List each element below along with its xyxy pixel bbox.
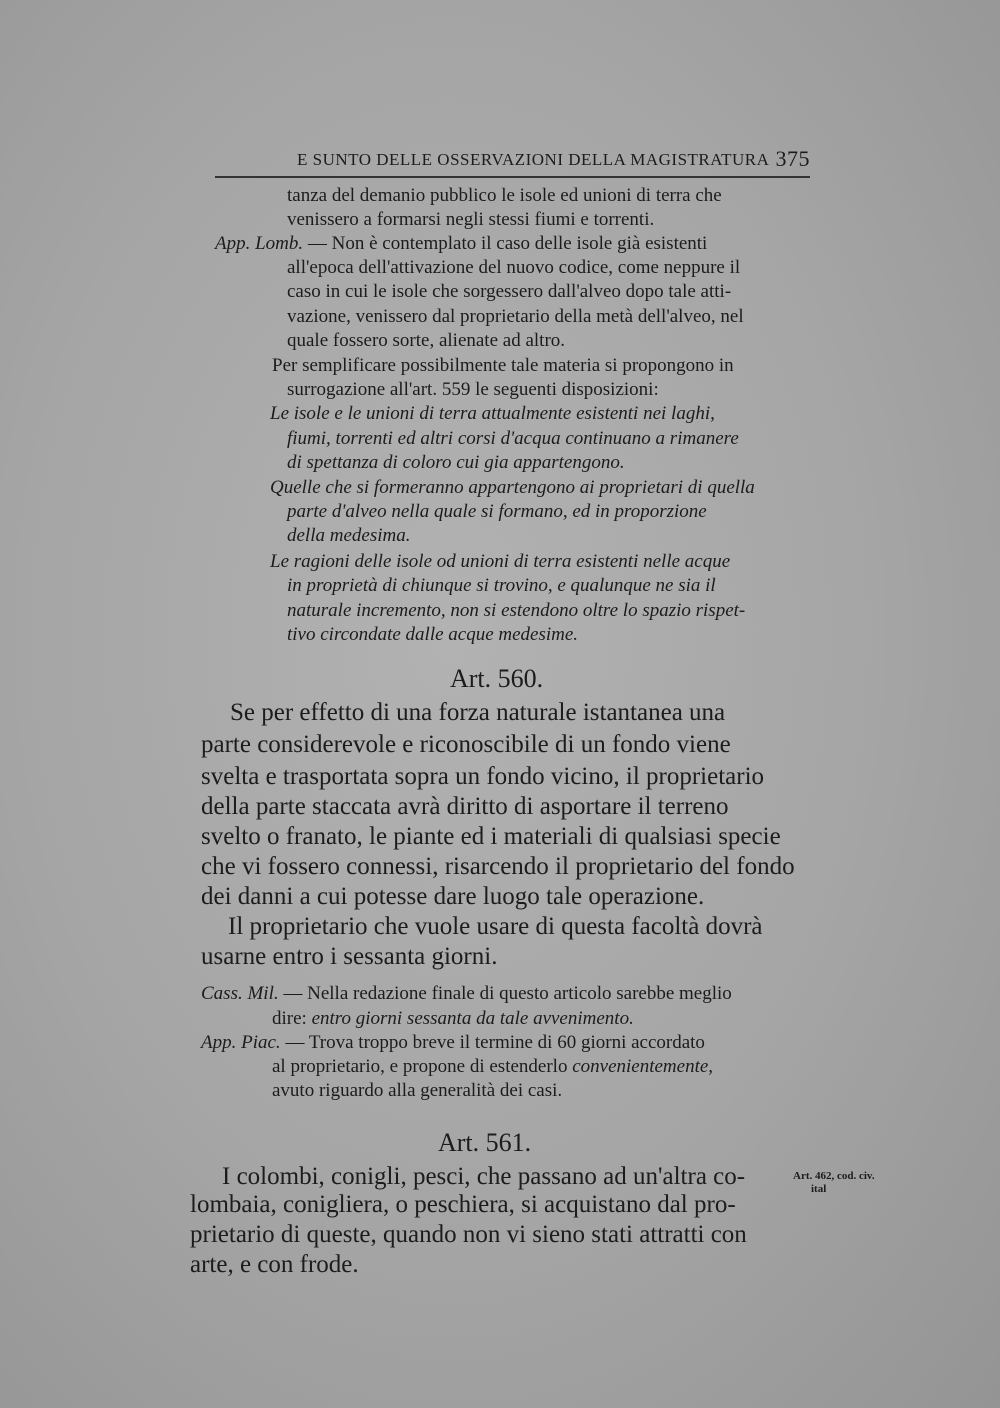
text-line: di spettanza di coloro cui gia appartengono.	[287, 452, 625, 473]
text-line: tivo circondate dalle acque medesime.	[287, 624, 579, 645]
text-line: Quelle che si formeranno appartengono ai proprietari di quella	[270, 477, 755, 498]
note-text: al proprietario, e propone di estenderlo	[272, 1056, 568, 1077]
citation-text: — Non è contemplato il caso delle isole già esistenti	[307, 233, 708, 254]
text-line: della parte staccata avrà diritto di asportare il terreno	[201, 793, 729, 820]
margin-note	[793, 1170, 875, 1196]
text-line: Le ragioni delle isole od unioni di terra esistenti nelle acque	[270, 551, 731, 572]
text-line	[201, 982, 732, 1006]
text-line: svelta e trasportata sopra un fondo vicino, il proprietario	[201, 763, 765, 790]
text-line	[215, 232, 707, 256]
note-italic: entro giorni sessanta da tale avvenimento.	[311, 1008, 634, 1029]
note-text: dire:	[272, 1008, 307, 1029]
text-line: arte, e con frode.	[190, 1251, 359, 1278]
text-line: usarne entro i sessanta giorni.	[201, 943, 498, 970]
citation-label: App. Piac.	[201, 1032, 281, 1053]
text-line: Per semplificare possibilmente tale materia si propongono in	[272, 355, 734, 376]
text-line: Il proprietario che vuole usare di questa facoltà dovrà	[228, 913, 763, 940]
text-line: tanza del demanio pubblico le isole ed unioni di terra che	[287, 185, 722, 206]
text-line: surrogazione all'art. 559 le seguenti disposizioni:	[287, 379, 659, 400]
text-line: naturale incremento, non si estendono oltre lo spazio rispet-	[287, 600, 746, 621]
text-line: della medesima.	[287, 525, 411, 546]
note-italic: convenientemente,	[572, 1056, 714, 1077]
margin-note-line: Art. 462, cod. civ.	[793, 1170, 875, 1182]
text-line: I colombi, conigli, pesci, che passano ad un'altra co-	[222, 1163, 746, 1190]
text-line: in proprietà di chiunque si trovino, e qualunque ne sia il	[287, 575, 716, 596]
article-heading-561: Art. 561.	[438, 1128, 532, 1157]
text-line: prietario di queste, quando non vi sieno stati attratti con	[190, 1221, 747, 1248]
running-header	[215, 146, 810, 178]
text-line	[272, 1055, 713, 1079]
text-line: Le isole e le unioni di terra attualmente esistenti nei laghi,	[270, 403, 715, 424]
text-line: parte d'alveo nella quale si formano, ed in proporzione	[287, 501, 707, 522]
margin-note-line: ital	[811, 1183, 827, 1195]
text-line: vazione, venissero dal proprietario della metà dell'alveo, nel	[287, 306, 744, 327]
text-line: che vi fossero connessi, risarcendo il proprietario del fondo	[201, 853, 795, 880]
text-line: parte considerevole e riconoscibile di un fondo viene	[201, 731, 731, 758]
text-line	[272, 1007, 634, 1031]
citation-label: App. Lomb.	[215, 233, 304, 254]
text-line	[201, 1031, 705, 1055]
text-line: svelto o franato, le piante ed i materiali di qualsiasi specie	[201, 823, 781, 850]
text-line: avuto riguardo alla generalità dei casi.	[272, 1080, 563, 1101]
citation-text: — Nella redazione finale di questo articolo sarebbe meglio	[283, 983, 732, 1004]
text-line: all'epoca dell'attivazione del nuovo codice, come neppure il	[287, 257, 741, 278]
text-line: dei danni a cui potesse dare luogo tale operazione.	[201, 883, 705, 910]
text-line: caso in cui le isole che sorgessero dall'alveo dopo tale atti-	[287, 281, 732, 302]
text-line: quale fossero sorte, alienate ad altro.	[287, 330, 566, 351]
text-line: Se per effetto di una forza naturale istantanea una	[230, 699, 726, 726]
page-number: 375	[775, 146, 810, 171]
header-title: E SUNTO DELLE OSSERVAZIONI DELLA MAGISTRATURA	[297, 150, 770, 169]
article-heading-560: Art. 560.	[450, 664, 544, 693]
text-line: lombaia, conigliera, o peschiera, si acquistano dal pro-	[190, 1191, 736, 1218]
citation-label: Cass. Mil.	[201, 983, 279, 1004]
text-line: venissero a formarsi negli stessi fiumi e torrenti.	[287, 209, 655, 230]
citation-text: — Trova troppo breve il termine di 60 giorni accordato	[285, 1032, 705, 1053]
text-line: fiumi, torrenti ed altri corsi d'acqua continuano a rimanere	[287, 428, 739, 449]
